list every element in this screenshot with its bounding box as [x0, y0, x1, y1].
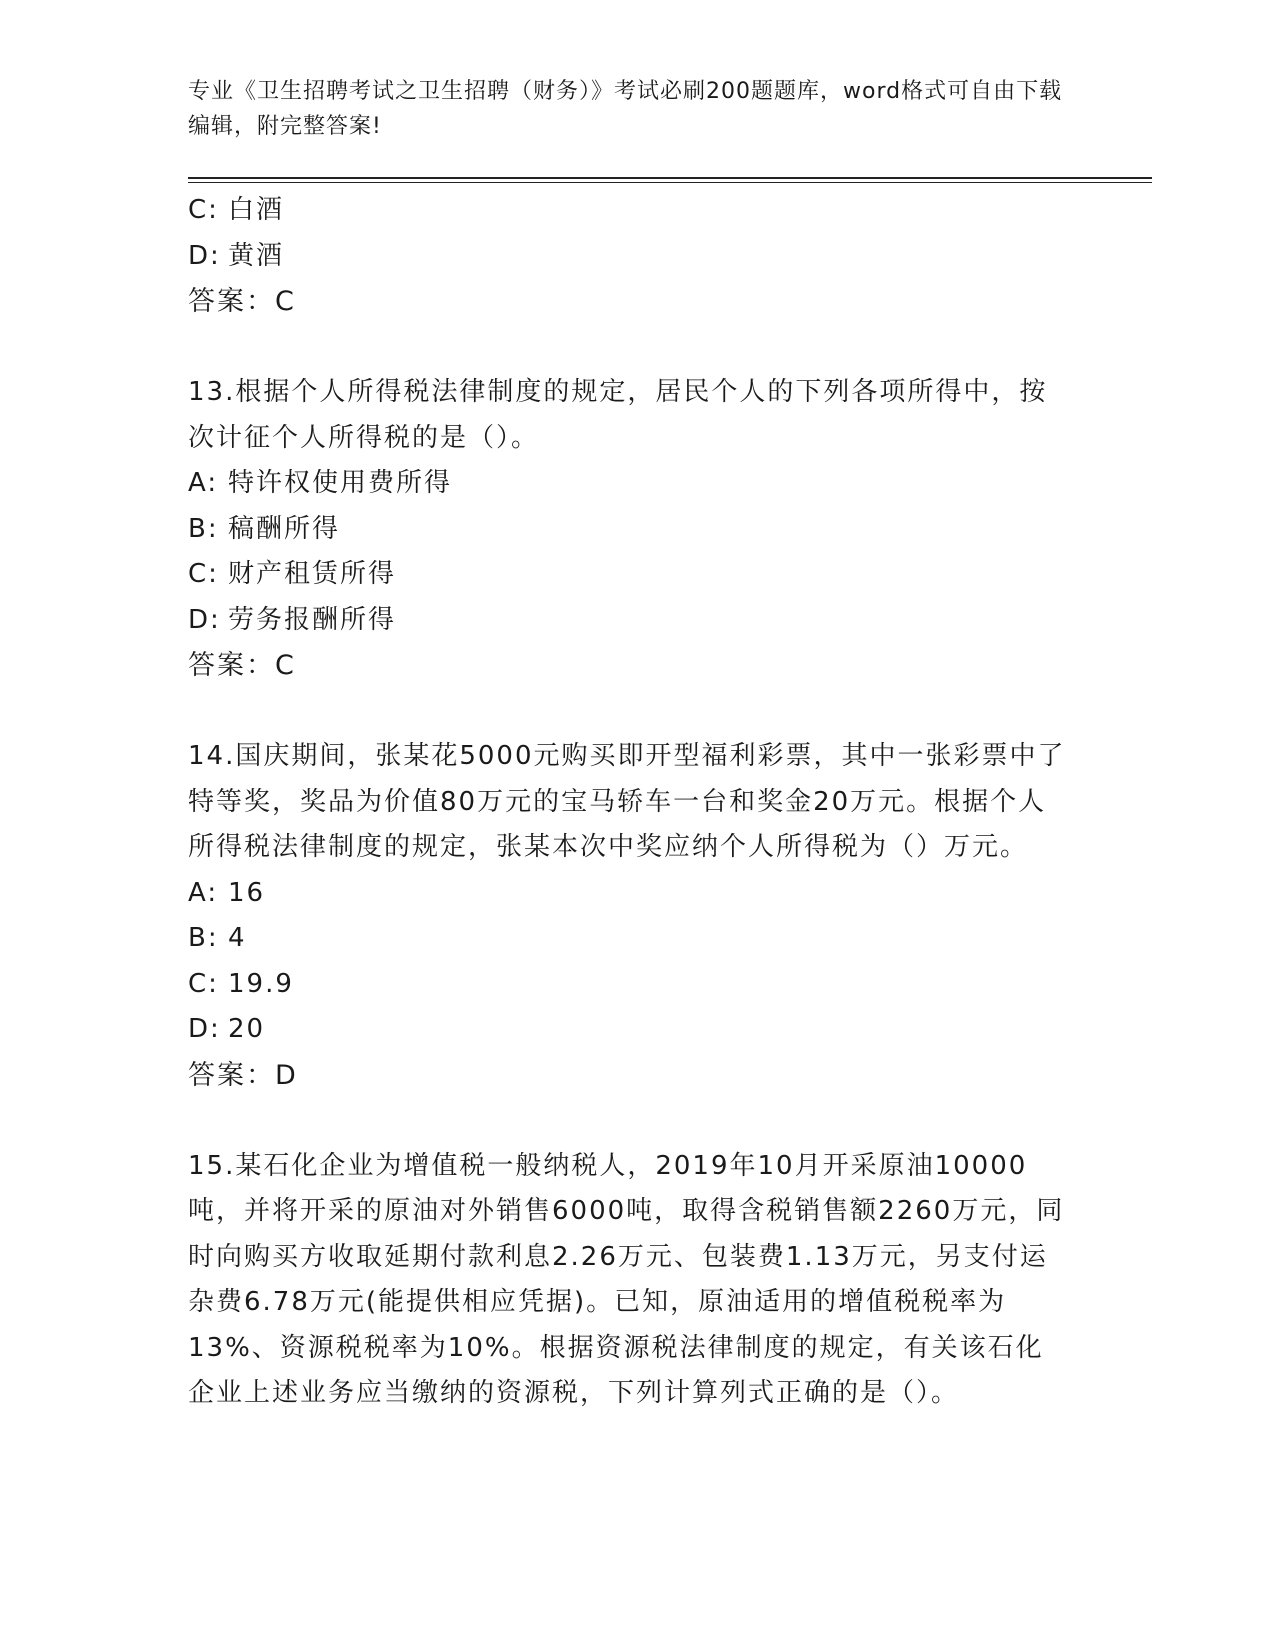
option-b [188, 507, 1088, 553]
option-key: D: [188, 1014, 221, 1044]
option-text: 20 [228, 1014, 266, 1044]
option-d [188, 1007, 1088, 1053]
option-text: 4 [228, 923, 247, 953]
spacer [188, 1098, 1088, 1144]
option-text: 16 [228, 877, 266, 908]
option-d [188, 234, 1088, 280]
option-text: 19.9 [228, 968, 294, 999]
header-divider-thin [188, 182, 1152, 183]
option-key: A: [188, 877, 219, 908]
option-key: C: [188, 195, 219, 225]
option-key: B: [188, 513, 219, 544]
answer-line: 答案：C [188, 286, 296, 317]
option-text: 劳务报酬所得 [228, 604, 397, 635]
question-14-stem: 14.国庆期间，张某花5000元购买即开型福利彩票，其中一张彩票中了特等奖，奖品为价值80万元的宝马轿车一台和奖金20万元。根据个人所得税法律制度的规定，张某本次中奖应纳个人所得税为（）万元。 [188, 741, 1066, 862]
option-text: 财产租赁所得 [228, 559, 397, 589]
question-13-stem: 13.根据个人所得税法律制度的规定，居民个人的下列各项所得中，按次计征个人所得税的是（）。 [188, 377, 1048, 453]
option-key: C: [188, 968, 219, 999]
option-key: A: [188, 468, 219, 498]
option-a [188, 871, 1088, 917]
option-key: C: [188, 559, 219, 589]
option-c [188, 188, 1088, 234]
option-c [188, 552, 1088, 598]
spacer [188, 689, 1088, 735]
option-key: D: [188, 240, 221, 271]
answer-line: 答案：C [188, 650, 296, 681]
option-text: 稿酬所得 [228, 513, 341, 544]
option-text: 特许权使用费所得 [228, 468, 453, 498]
question-15-stem: 15.某石化企业为增值税一般纳税人，2019年10月开采原油10000吨，并将开采的原油对外销售6000吨，取得含税销售额2260万元，同时向购买方收取延期付款利息2.26万元、包装费1.13万元，另支付运杂费6.78万元(能提供相应凭据)。已知，原油适用的增值税税率为13%、资源税税率为10%。根据资源税法律制度的规定，有关该石化企业上述业务应当缴纳的资源税，下列计算列式正确的是（）。 [188, 1150, 1065, 1408]
spacer [188, 325, 1088, 371]
option-c [188, 962, 1088, 1008]
header-divider-thick [188, 177, 1152, 179]
document-header: 专业《卫生招聘考试之卫生招聘（财务）》考试必刷200题题库，word格式可自由下载编辑，附完整答案! [188, 79, 1063, 139]
option-a [188, 461, 1088, 507]
option-d [188, 598, 1088, 644]
option-b [188, 916, 1088, 962]
option-key: B: [188, 923, 219, 953]
option-key: D: [188, 604, 221, 635]
option-text: 黄酒 [228, 240, 285, 271]
document-body [188, 188, 1088, 1417]
option-text: 白酒 [228, 195, 285, 225]
answer-line: 答案：D [188, 1059, 298, 1091]
